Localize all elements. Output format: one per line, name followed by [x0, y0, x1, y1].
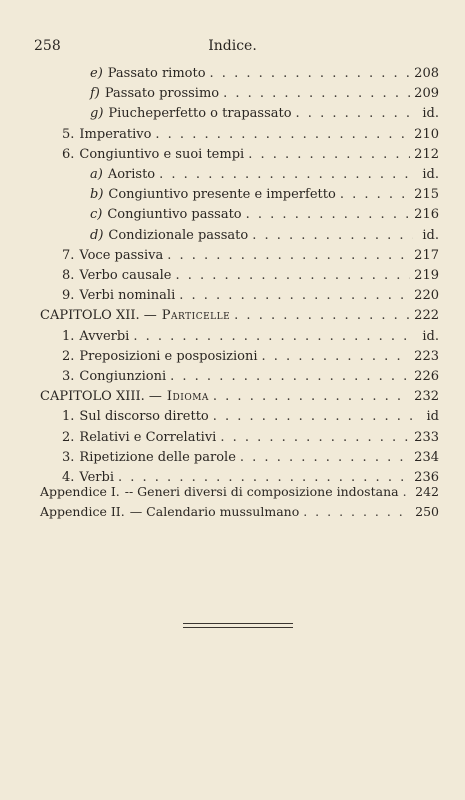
- toc-entry: [90, 165, 439, 185]
- toc-entry-number: 9.: [62, 288, 75, 304]
- toc-entry-page: 212: [414, 146, 439, 162]
- toc-entry: [62, 266, 439, 286]
- toc-entry-number: d): [90, 227, 104, 243]
- toc-entry-label: Particelle: [161, 308, 231, 324]
- toc-entry: [62, 327, 439, 347]
- toc-entry-page: 210: [414, 126, 439, 142]
- toc-entry-label: -- Generi diversi di composizione indostana: [124, 484, 399, 499]
- leader-dots: [167, 246, 410, 266]
- toc-entry-number: 2.: [62, 429, 75, 445]
- toc-entry-number: c): [90, 207, 103, 223]
- toc-entry-page: 250: [415, 504, 439, 520]
- leader-dots: [246, 205, 411, 225]
- divider-rule: [183, 627, 293, 628]
- toc-entry-number: 3.: [62, 369, 75, 384]
- toc-entry-page: 220: [414, 288, 439, 304]
- leader-dots: [179, 286, 410, 306]
- leader-dots: [133, 327, 413, 347]
- leader-dots: [220, 428, 410, 448]
- leader-dots: [248, 145, 410, 165]
- toc-entry: [62, 428, 439, 448]
- toc-entry-number: a): [90, 167, 103, 182]
- toc-entry-number: 1.: [62, 328, 75, 344]
- toc-entry: [90, 185, 439, 205]
- leader-dots: [262, 347, 411, 367]
- leader-dots: [175, 266, 410, 286]
- toc-entry-label: Verbi: [79, 470, 114, 485]
- toc-entry-label: Condizionale passato: [108, 227, 249, 243]
- divider-rule: [183, 623, 293, 624]
- toc-entry-page: 209: [414, 86, 439, 102]
- toc-entry-label: Sul discorso diretto: [79, 409, 209, 425]
- toc-entry-page: id.: [422, 227, 439, 243]
- toc-entry-label: Passato prossimo: [104, 86, 220, 102]
- toc-entry-label: Imperativo: [79, 126, 152, 142]
- toc-entry-page: id.: [422, 106, 439, 122]
- toc-entry-page: 215: [414, 187, 439, 203]
- toc-entry-label: Congiuntivo e suoi tempi: [79, 146, 245, 162]
- toc-entry: [62, 145, 439, 165]
- toc-entry-label: Piucheperfetto o trapassato: [108, 106, 292, 122]
- toc-entry-page: 234: [414, 449, 439, 465]
- toc-entry: [62, 246, 439, 266]
- toc-entry-page: 216: [414, 207, 439, 223]
- toc-entry-label: Preposizioni e posposizioni: [79, 348, 258, 364]
- toc-entry-label: Idioma: [166, 389, 209, 405]
- toc-entry-number: 6.: [62, 146, 75, 162]
- toc-entry-number: 4.: [62, 470, 75, 485]
- leader-dots: [303, 502, 411, 522]
- toc-entry: [40, 387, 439, 407]
- toc-entry-page: id.: [422, 328, 439, 344]
- toc-entry-number: f): [90, 86, 100, 102]
- toc-entry: [40, 306, 439, 326]
- toc-entry-page: id: [426, 409, 439, 425]
- toc-entry: [40, 502, 439, 522]
- toc-entry-page: id.: [422, 167, 439, 182]
- toc-entry: [62, 347, 439, 367]
- toc-entry-number: 8.: [62, 268, 75, 283]
- toc-entry-page: 219: [414, 268, 439, 283]
- toc-entry-label: Avverbi: [79, 328, 130, 344]
- toc-entry-number: CAPITOLO XIII. —: [40, 389, 162, 405]
- toc-entry-label: Congiunzioni: [79, 369, 167, 384]
- toc-entry: [62, 448, 439, 468]
- toc-entry-number: e): [90, 66, 103, 81]
- toc-entry-page: 232: [414, 389, 439, 405]
- toc-entry-number: g): [90, 106, 104, 122]
- toc-entry: [90, 226, 439, 246]
- toc-entry-label: Ripetizione delle parole: [79, 449, 236, 465]
- toc-entry-number: Appendice I.: [40, 484, 120, 499]
- toc-entry: [62, 407, 439, 427]
- toc-entry-label: Verbo causale: [79, 268, 172, 283]
- toc-entry-page: 236: [414, 470, 439, 485]
- toc-entry-number: 3.: [62, 449, 75, 465]
- toc-entry-page: 242: [415, 484, 439, 499]
- leader-dots: [159, 165, 413, 185]
- toc-entry-number: 2.: [62, 348, 75, 364]
- leader-dots: [340, 185, 410, 205]
- leader-dots: [170, 367, 410, 387]
- toc-entry-page: 233: [414, 429, 439, 445]
- toc-entry: [62, 367, 439, 387]
- toc-entry-page: 217: [414, 247, 439, 263]
- toc-entry: [62, 125, 439, 145]
- toc-entry-label: — Calendario mussulmano: [129, 504, 300, 520]
- toc-entry-label: Aoristo: [107, 167, 156, 182]
- leader-dots: [213, 387, 410, 407]
- leader-dots: [240, 448, 410, 468]
- toc-entry-label: Passato rimoto: [107, 66, 206, 81]
- toc-entry-page: 222: [414, 308, 439, 324]
- toc-entry-number: b): [90, 187, 104, 203]
- page-number: 258: [34, 38, 61, 54]
- leader-dots: [296, 104, 413, 124]
- leader-dots: [213, 407, 413, 427]
- toc-entry: [90, 64, 439, 84]
- leader-dots: [403, 482, 412, 502]
- running-title: Indice.: [208, 38, 257, 54]
- leader-dots: [210, 64, 411, 84]
- leader-dots: [223, 84, 410, 104]
- toc-entry-number: 7.: [62, 247, 75, 263]
- toc-entry: [90, 205, 439, 225]
- toc-entry-page: 208: [414, 66, 439, 81]
- toc-entry-label: Voce passiva: [79, 247, 164, 263]
- leader-dots: [155, 125, 410, 145]
- toc-entry-label: Congiuntivo presente e imperfetto: [108, 187, 336, 203]
- toc-entry-number: CAPITOLO XII. —: [40, 308, 157, 324]
- toc-entry-label: Verbi nominali: [79, 288, 176, 304]
- toc-entry-number: 1.: [62, 409, 75, 425]
- toc-entry-label: Congiuntivo passato: [107, 207, 242, 223]
- toc-entry-label: Relativi e Correlativi: [79, 429, 217, 445]
- toc-entry-page: 223: [414, 348, 439, 364]
- toc-entry-number: 5.: [62, 126, 75, 142]
- toc-entry: [90, 104, 439, 124]
- toc-entry: [90, 84, 439, 104]
- leader-dots: [252, 226, 413, 246]
- toc-entry: [62, 286, 439, 306]
- leader-dots: [234, 306, 410, 326]
- toc-entry-page: 226: [414, 369, 439, 384]
- toc-entry: [40, 482, 439, 502]
- toc-entry-number: Appendice II.: [40, 504, 125, 520]
